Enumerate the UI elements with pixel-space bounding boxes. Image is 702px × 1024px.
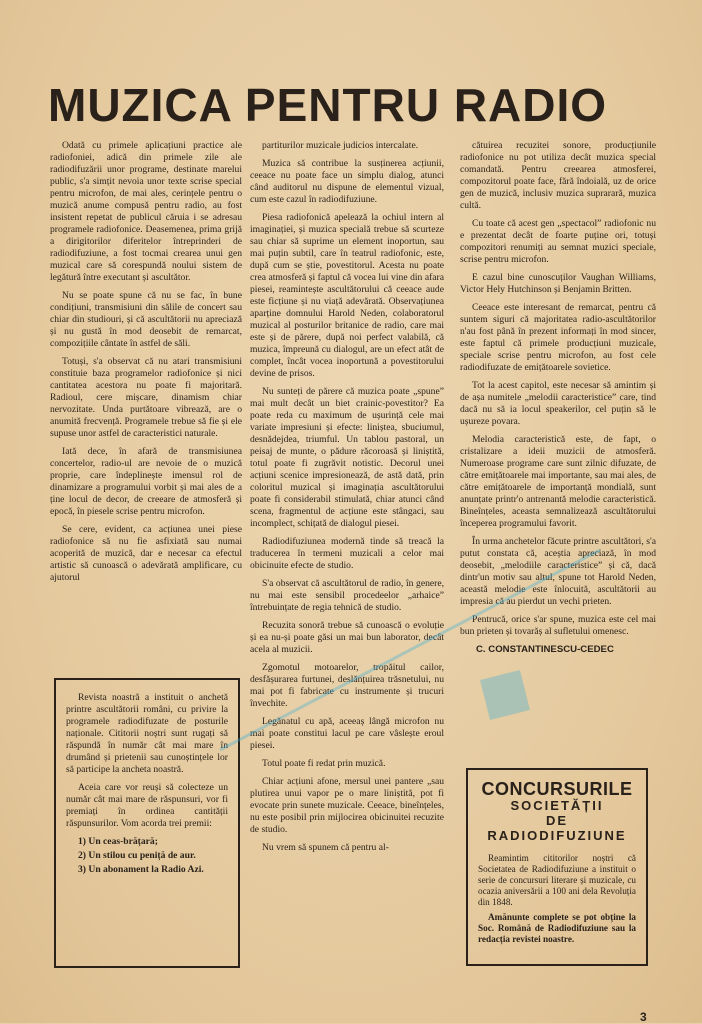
paragraph: Nu vrem să spunem că pentru al- xyxy=(262,842,389,853)
paragraph: Reamintim cititorilor noștri că Societatea de Radiodifuziune a instituit o serie de concursuri literare și muzicale, cu ocazia aniversării a 100 ani dela Revoluția din 1848. xyxy=(478,853,636,907)
page-title: MUZICA PENTRU RADIO xyxy=(48,79,608,131)
paragraph: Nu sunteți de părere că muzica poate „spune” mai mult decât un biet crainic-povestitor? Ea poate reda cu maximum de ușurință cele mai variate impresiuni și efecte: liniștea, sbuciumul, desnădejdea, triumful. Un tablou pastoral, un peisaj de munte, o pădure răcoroasă și liniștită, totul poate fi zugrăvit notistic. Decorul unei acțiuni scenice impresionează, de astă dată, prin coloritul muzical și imaginația ascultătorului poate fi considerabil stimulată, chiar atunci când scena, fragmentul de acțiune este stângaci, sau incomplect, schițată de dialogul piesei. xyxy=(250,386,444,529)
contest-subtitle-2: DE RADIODIFUZIUNE xyxy=(487,813,627,843)
article-column-2 xyxy=(250,140,444,860)
paragraph: partiturilor muzicale judicios intercalate. xyxy=(262,140,419,151)
paragraph: Legănatul cu apă, aceeaș lângă microfon nu mai poate constitui lacul pe care vâslește eroul piesei. xyxy=(250,716,444,751)
paragraph: Chiar acțiuni afone, mersul unei pantere „sau plutirea unui vapor pe o mare liniștită, pot fi evocate prin sunete muzicale. Ceeace, bineînțeles, nu este posibil prin mijlocirea obicinuitei recuzite de studio. xyxy=(250,776,444,835)
paragraph: Revista noastră a instituit o anchetă printre ascultătorii români, cu privire la programele radiodifuzate de posturile naționale. Cititorii noștri sunt rugați să răspundă în număr cât mai mare în drumând și prietenii sau cunoștințele lor să participe la ancheta noastră. xyxy=(66,692,228,775)
paragraph: Iată dece, în afară de transmisiunea concertelor, radio-ul are nevoie de o muzică proprie, care îndeplinește imensul rol de dinamizare a programului vorbit și mai ales de a ține locul de decor, de creeare de atmosferă și epocă, în piesele scrise pentru microfon. xyxy=(50,446,242,517)
contest-subtitle-1: SOCIETĂȚII xyxy=(510,798,604,813)
paragraph: Se cere, evident, ca acțiunea unei piese radiofonice să nu fie asfixiată sau numai acoperită de muzică, dar e necesar ca efectul artistic să cunoască o adevărată amplificare, cu ajutorul xyxy=(50,524,242,583)
contest-title: CONCURSURILE xyxy=(481,779,633,799)
paragraph: Pentrucă, orice s'ar spune, muzica este cel mai bun prieten și tovarăș al sufletului omenesc. xyxy=(460,614,656,637)
paragraph: Totuși, s'a observat că nu atari transmisiuni constituie baza programelor radiofonice și nici cantitatea acestora nu poate fi majoritară. Radioul, cere mișcare, dinamism chiar nervozitate. Unda purtătoare vibrează, are o anumită frecvență. Programele trebue să fie și ele supuse unor astfel de caracteristici naturale. xyxy=(50,356,242,439)
paragraph: În urma anchetelor făcute printre ascultători, s'a putut constata că, aceștia apreciază, în mod deosebit, „melodiile caracteristice” și că, dacă dintr'un motiv sau altul, spune tot Harold Neden, această melodie este înlocuită, ascultătorii au impresia că au pierdut un vechi prieten. xyxy=(460,536,656,607)
prize-item: 1) Un ceas-brățară; xyxy=(78,836,158,847)
paragraph: E cazul bine cunoscuților Vaughan Williams, Victor Hely Hutchinson și Benjamin Britten. xyxy=(460,272,656,295)
paragraph: Nu se poate spune că nu se fac, în bune condițiuni, transmisiuni din sălile de concert sau chiar din studiouri, și că ascultătorii nu apreciază și nu gustă în mod deosebit de remarcat, compozițiile cântate în astfel de săli. xyxy=(50,290,242,349)
paragraph: Muzica să contribue la susținerea acțiunii, ceeace nu poate face un simplu dialog, atunci când auditorul nu dispune de elementul vizual, cum este cazul în radiodifuziune. xyxy=(250,158,444,205)
author-signature: C. CONSTANTINESCU-CEDEC xyxy=(476,644,614,655)
prize-item: 2) Un stilou cu peniță de aur. xyxy=(78,850,196,861)
paragraph: Odată cu primele aplicațiuni practice ale radiofoniei, adică din primele zile ale radiodifuzării unor programe, destinate marelui public, s'a simțit nevoia unor texte scrise special pentru microfon, de mai ales, cerințele pentru o muzică anume compusă pentru radio, au fost insistent repetat de publicul căruia i se adresau programele radiofonice. Deasemenea, prima grijă a dirigitorilor diferitelor întreprinderi de radiodifuziune, a fost tocmai crearea unui gen muzical care să corespundă noului sistem de legătură între executant și ascultător. xyxy=(50,140,242,283)
contest-body xyxy=(478,853,636,945)
paragraph: S'a observat că ascultătorul de radio, în genere, nu mai este sensibil procedeelor „arhaice” întrebuințate de regia tehnică de studio. xyxy=(250,578,444,613)
page-number: 3 xyxy=(640,1010,647,1024)
paragraph: Recuzita sonoră trebue să cunoască o evoluție și ea nu-și poate găsi un mai bun laborator, decât acela al muzicii. xyxy=(250,620,444,655)
paragraph: Zgomotul motoarelor, tropăitul cailor, desfășurarea furtunei, deslănțuirea trăsnetului, nu mai pot fi fabricate cu instrumente și trucuri învechite. xyxy=(250,662,444,709)
survey-announcement-box xyxy=(54,678,240,968)
paragraph: Amănunte complete se pot obține la Soc. Română de Radiodifuziune sau la redacția revistei noastre. xyxy=(478,912,636,944)
prize-item: 3) Un abonament la Radio Azi. xyxy=(78,864,204,875)
paragraph: Tot la acest capitol, este necesar să amintim și de așa numitele „melodii caracteristice” care, tind dacă nu să ia locul speakerilor, cel puțin să le ușureze povara. xyxy=(460,380,656,427)
paragraph: Radiodifuziunea modernă tinde să treacă la traducerea în termeni muzicali a celor mai obicinuite efecte de studio. xyxy=(250,536,444,571)
paragraph: Totul poate fi redat prin muzică. xyxy=(262,758,386,769)
paragraph: Melodia caracteristică este, de fapt, o cristalizare a ideii muzicii de atmosferă. Numeroase programe care sunt zilnic difuzate, de către emițătoarele mai importante, sau mai ales, de către emițătoarele de importanță mondială, sunt anunțate printr'o antrenantă melodie caracteristică. Bineînțeles, aceasta semnalizează ascultătorului începerea programului favorit. xyxy=(460,434,656,529)
contest-announcement-box xyxy=(466,768,648,966)
paragraph: cătuirea recuzitei sonore, producțiunile radiofonice nu pot utiliza decât muzica special comandată. Pentru creearea atmosferei, compozitorul poate face, fără îndoială, uz de orice gen de muzică, inclusiv muzica suprarară, muzica cultă. xyxy=(460,140,656,211)
paragraph: Cu toate că acest gen „spectacol” radiofonic nu e prezentat decât de foarte puține ori, totuși compozitori renumiți au semnat muzici speciale, scrise pentru microfon. xyxy=(460,218,656,265)
paragraph: Ceeace este interesant de remarcat, pentru că suntem siguri că majoritatea radio-ascultătorilor n'au fost până în prezent informați în mod sincer, este faptul că primele producțiuni muzicale, speciale scrise pentru microfon, au fost cele radiodifuzate de emițătoarele sovietice. xyxy=(460,302,656,373)
article-column-1 xyxy=(50,140,242,590)
article-column-3 xyxy=(460,140,656,656)
prize-list xyxy=(66,836,228,876)
paragraph: Aceia care vor reuși să colecteze un număr cât mai mare de răspunsuri, vor fi premiați în ordinea cantității răspunsurilor. Vom acorda trei premii: xyxy=(66,782,228,829)
paragraph: Piesa radiofonică apelează la ochiul intern al imaginației, și muzica specială trebue să scurteze sau chiar să suprime un element inoportun, sau mai puțin subtil, care în teatrul radiofonic, este, după cum se știe, povestitorul. Acesta nu poate crea atmosferă și faptul că vocea lui vine din afara piesei, reamintește ascultătorului că ceeace aude este ficțiune și nu viață adevărată. Observațiunea aparține domnului Harold Neden, colaboratorul muzical al posturilor britanice de radio, care mai este și de părere, după noi perfect valabilă, că muzica, împreună cu dialogul, are un efect atât de complet, încât vocea inoportună a povestitorului devine de prisos. xyxy=(250,212,444,379)
